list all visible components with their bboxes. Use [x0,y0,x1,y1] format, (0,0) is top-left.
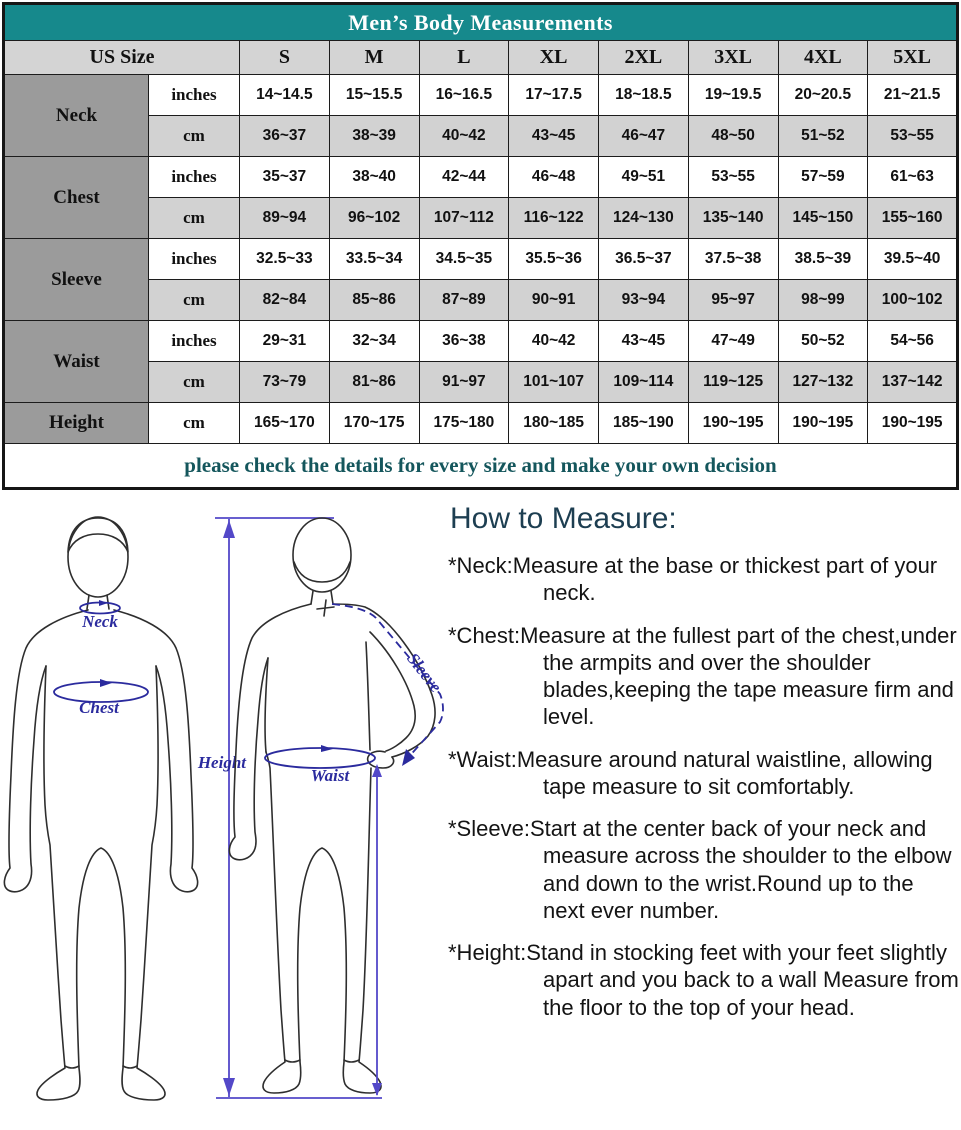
waist-diagram-label: Waist [310,766,350,785]
size-chart-table [2,2,959,490]
value-cell: 43~45 [599,321,689,362]
value-cell: 61~63 [868,157,958,198]
size-col-header-xl: XL [509,41,599,75]
value-cell: 91~97 [419,362,509,403]
value-cell: 33.5~34 [329,239,419,280]
value-cell: 34.5~35 [419,239,509,280]
value-cell: 100~102 [868,280,958,321]
size-col-header-3xl: 3XL [688,41,778,75]
value-cell: 19~19.5 [688,75,778,116]
row-label-neck: Neck [4,75,149,157]
value-cell: 43~45 [509,116,599,157]
value-cell: 16~16.5 [419,75,509,116]
value-cell: 101~107 [509,362,599,403]
neck-inches-row [4,75,958,116]
unit-cell: cm [149,116,240,157]
value-cell: 109~114 [599,362,689,403]
value-cell: 38~40 [329,157,419,198]
value-cell: 54~56 [868,321,958,362]
unit-cell: inches [149,75,240,116]
value-cell: 73~79 [240,362,330,403]
instruction-waist [448,746,959,801]
value-cell: 20~20.5 [778,75,868,116]
value-cell: 137~142 [868,362,958,403]
sleeve-measure [332,604,445,766]
value-cell: 96~102 [329,198,419,239]
instruction-neck-label: *Neck: [448,553,513,578]
value-cell: 89~94 [240,198,330,239]
row-label-height: Height [4,403,149,444]
instruction-waist-text: Measure around natural waistline, allowing tape measure to sit comfortably. [516,746,933,799]
waist-measure [265,745,375,785]
instruction-waist-label: *Waist: [448,746,517,772]
value-cell: 48~50 [688,116,778,157]
value-cell: 116~122 [509,198,599,239]
value-cell: 38.5~39 [778,239,868,280]
value-cell: 38~39 [329,116,419,157]
value-cell: 190~195 [688,403,778,444]
value-cell: 82~84 [240,280,330,321]
instruction-height-text: Stand in stocking feet with your feet slightly apart and you back to a wall Measure from the floor to the top of your head. [526,940,959,1020]
value-cell: 40~42 [509,321,599,362]
value-cell: 119~125 [688,362,778,403]
value-cell: 95~97 [688,280,778,321]
value-cell: 81~86 [329,362,419,403]
value-cell: 14~14.5 [240,75,330,116]
value-cell: 51~52 [778,116,868,157]
value-cell: 32.5~33 [240,239,330,280]
value-cell: 46~47 [599,116,689,157]
waist-inches-row [4,321,958,362]
value-cell: 53~55 [868,116,958,157]
value-cell: 90~91 [509,280,599,321]
value-cell: 36~37 [240,116,330,157]
instruction-neck-text: Measure at the base or thickest part of your neck. [512,553,938,606]
value-cell: 185~190 [599,403,689,444]
row-label-waist: Waist [4,321,149,403]
sleeve-inches-row [4,239,958,280]
value-cell: 85~86 [329,280,419,321]
front-figure [4,517,197,1100]
value-cell: 35.5~36 [509,239,599,280]
value-cell: 53~55 [688,157,778,198]
value-cell: 165~170 [240,403,330,444]
size-col-header-4xl: 4XL [778,41,868,75]
unit-cell: cm [149,403,240,444]
body-measurement-diagram [0,500,445,1112]
value-cell: 190~195 [778,403,868,444]
instruction-height [448,939,959,1021]
value-cell: 155~160 [868,198,958,239]
chest-measure [54,679,148,717]
size-col-header-2xl: 2XL [599,41,689,75]
back-figure [229,518,445,1096]
instruction-chest-text: Measure at the fullest part of the chest,under the armpits and over the shoulder blades,keeping the tape measure firm and level. [520,622,957,730]
instruction-chest [448,622,959,731]
value-cell: 50~52 [778,321,868,362]
value-cell: 42~44 [419,157,509,198]
unit-cell: inches [149,321,240,362]
row-label-chest: Chest [4,157,149,239]
how-to-measure-heading: How to Measure: [450,502,677,535]
value-cell: 18~18.5 [599,75,689,116]
neck-measure [80,600,120,631]
height-diagram-label: Height [197,753,246,772]
value-cell: 175~180 [419,403,509,444]
instruction-neck [448,552,959,607]
row-label-sleeve: Sleeve [4,239,149,321]
value-cell: 49~51 [599,157,689,198]
value-cell: 180~185 [509,403,599,444]
value-cell: 40~42 [419,116,509,157]
value-cell: 87~89 [419,280,509,321]
size-header-row [4,41,958,75]
note-row [4,444,958,489]
note-text: please check the details for every size and make your own decision [4,444,958,489]
value-cell: 47~49 [688,321,778,362]
size-col-header-s: S [240,41,330,75]
table-title: Men’s Body Measurements [4,4,958,41]
instruction-chest-label: *Chest: [448,622,521,648]
size-col-header-m: M [329,41,419,75]
instruction-height-label: *Height: [448,940,527,966]
value-cell: 190~195 [868,403,958,444]
instruction-sleeve-label: *Sleeve: [448,816,530,842]
unit-cell: inches [149,157,240,198]
instruction-sleeve-text: Start at the center back of your neck and measure across the shoulder to the elbow and down to the wrist.Round up to the next ever number. [529,816,952,923]
value-cell: 98~99 [778,280,868,321]
sleeve-diagram-label: Sleeve [403,649,445,696]
value-cell: 17~17.5 [509,75,599,116]
value-cell: 46~48 [509,157,599,198]
value-cell: 57~59 [778,157,868,198]
neck-diagram-label: Neck [82,612,118,631]
unit-cell: cm [149,362,240,403]
value-cell: 93~94 [599,280,689,321]
value-cell: 39.5~40 [868,239,958,280]
value-cell: 15~15.5 [329,75,419,116]
how-to-measure-panel [448,502,959,1036]
value-cell: 36~38 [419,321,509,362]
us-size-header: US Size [4,41,240,75]
table-title-row [4,4,958,41]
measure-guide-section [0,490,961,1126]
value-cell: 145~150 [778,198,868,239]
unit-cell: cm [149,280,240,321]
side-height-line [372,764,382,1096]
instruction-sleeve [448,815,959,924]
chest-diagram-label: Chest [79,698,119,717]
size-col-header-l: L [419,41,509,75]
value-cell: 127~132 [778,362,868,403]
value-cell: 124~130 [599,198,689,239]
value-cell: 32~34 [329,321,419,362]
height-cm-row [4,403,958,444]
unit-cell: inches [149,239,240,280]
unit-cell: cm [149,198,240,239]
value-cell: 37.5~38 [688,239,778,280]
value-cell: 36.5~37 [599,239,689,280]
value-cell: 21~21.5 [868,75,958,116]
size-col-header-5xl: 5XL [868,41,958,75]
value-cell: 29~31 [240,321,330,362]
value-cell: 107~112 [419,198,509,239]
value-cell: 170~175 [329,403,419,444]
value-cell: 35~37 [240,157,330,198]
value-cell: 135~140 [688,198,778,239]
chest-inches-row [4,157,958,198]
